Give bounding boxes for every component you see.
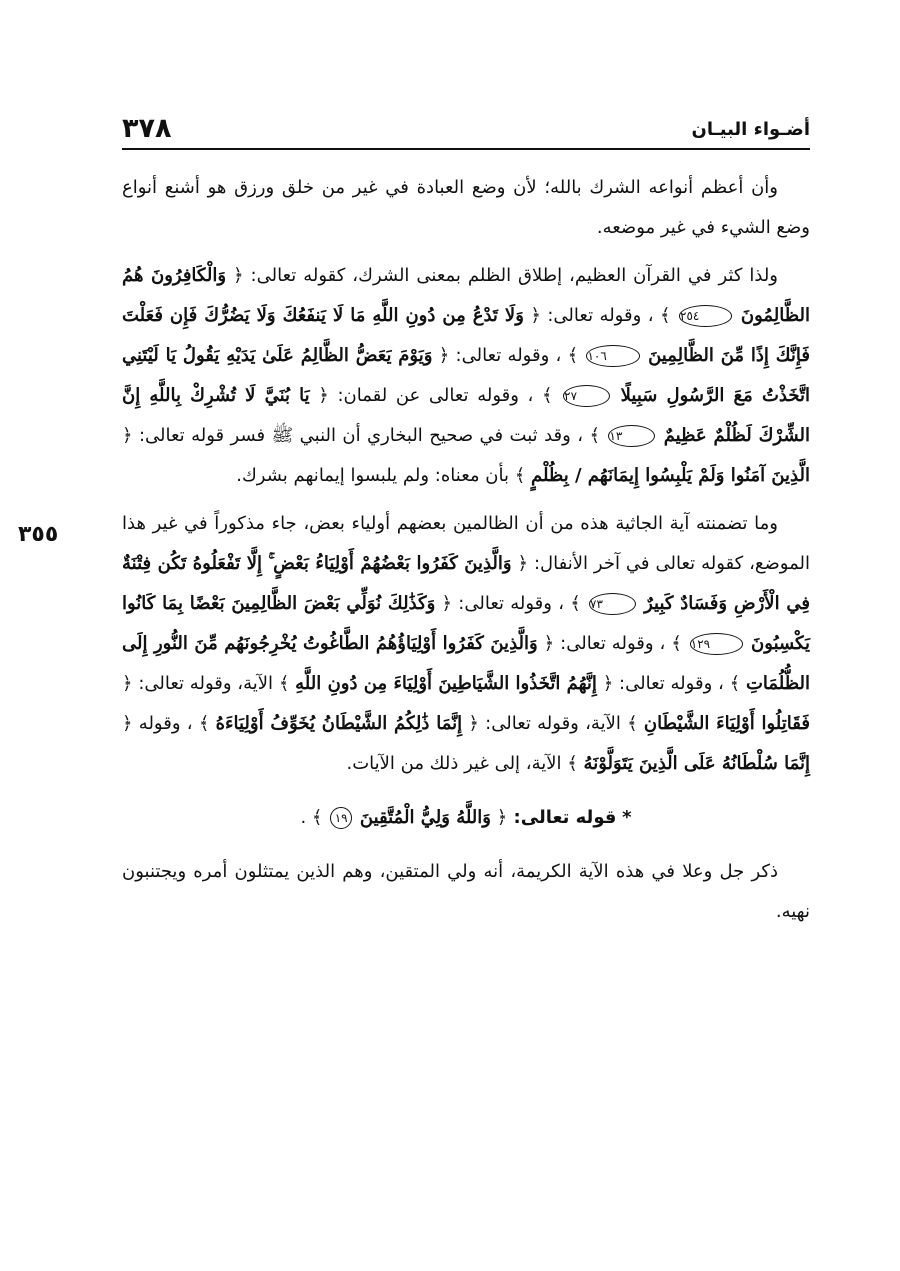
quran-close-bracket: ﴾	[311, 807, 323, 828]
quran-open-bracket: ﴿	[122, 425, 133, 446]
text-segment: ، وقوله تعالى:	[449, 345, 562, 366]
quran-open-bracket: ﴿	[517, 553, 529, 574]
text-segment: ، وقوله تعالى:	[613, 673, 724, 694]
quran-close-bracket: ﴾	[660, 305, 671, 326]
paragraph-4: ذكر جل وعلا في هذه الآية الكريمة، أنه ولي المتقين، وهم الذين يمتثلون أمره ويجتنبون نهيه.	[122, 861, 810, 922]
quran-verse: الَّذِينَ آمَنُوا وَلَمْ يَلْبِسُوا إِيمَانَهُم / بِظُلْمٍ	[530, 465, 810, 486]
quran-verse: يَا بُنَيَّ لَا تُشْرِكْ بِاللَّهِ إِنَّ الشِّرْكَ لَظُلْمٌ عَظِيمٌ	[122, 385, 810, 446]
quran-verse: وَالَّذِينَ كَفَرُوا أَوْلِيَاؤُهُمُ الطَّاغُوتُ يُخْرِجُونَهُم مِّنَ النُّورِ إِلَى الظُّلُمَاتِ	[122, 633, 810, 694]
text-segment: ، وقد ثبت في صحيح البخاري أن النبي ﷺ فسر قوله تعالى:	[132, 425, 584, 446]
quran-close-bracket: ﴾	[589, 425, 600, 446]
quran-open-bracket: ﴿	[122, 713, 133, 734]
quran-open-bracket: ﴿	[496, 807, 508, 828]
quran-verse: إِنَّهُمُ اتَّخَذُوا الشَّيَاطِينَ أَوْلِيَاءَ مِن دُونِ اللَّهِ	[295, 673, 597, 694]
margin-page-reference: ٣٥٥	[18, 522, 59, 547]
quran-close-bracket: ﴾	[541, 385, 553, 406]
text-segment: الآية، وقوله تعالى:	[478, 713, 621, 734]
quran-close-bracket: ﴾	[514, 465, 526, 486]
quran-open-bracket: ﴿	[530, 305, 541, 326]
page-number: ٣٧٨	[122, 113, 172, 144]
ayah-number: ٢٥٤	[679, 305, 732, 327]
quran-verse: وَكَذَٰلِكَ نُوَلِّي بَعْضَ الظَّالِمِينَ بَعْضًا بِمَا كَانُوا يَكْسِبُونَ	[122, 593, 811, 654]
quran-verse: فَقَاتِلُوا أَوْلِيَاءَ الشَّيْطَانِ	[643, 713, 810, 734]
quran-open-bracket: ﴿	[438, 345, 450, 366]
heading-end: .	[300, 807, 307, 828]
quran-close-bracket: ﴾	[278, 673, 290, 694]
quran-verse: إِنَّمَا ذَٰلِكُمُ الشَّيْطَانُ يُخَوِّفُ أَوْلِيَاءَهُ	[215, 713, 463, 734]
header-rule	[122, 148, 810, 150]
ayah-number: ٢٧	[563, 385, 610, 407]
ayah-number: ٧٣	[589, 593, 636, 615]
quran-open-bracket: ﴿	[122, 673, 133, 694]
text-segment: ، وقوله تعالى:	[540, 305, 654, 326]
quran-verse: وَاللَّهُ وَلِيُّ الْمُتَّقِينَ	[359, 807, 491, 828]
quran-close-bracket: ﴾	[570, 593, 581, 614]
text-segment: ، وقوله تعالى:	[554, 633, 666, 654]
quran-close-bracket: ﴾	[729, 673, 741, 694]
quran-verse: وَالَّذِينَ كَفَرُوا بَعْضُهُمْ أَوْلِيَاءُ بَعْضٍ ۚ إِلَّا تَفْعَلُوهُ تَكُن فِتْنَةٌ فِي الْأَرْضِ وَفَسَادٌ كَبِيرٌ	[122, 553, 810, 614]
paragraph-3	[122, 504, 810, 784]
quran-open-bracket: ﴿	[441, 593, 453, 614]
text-segment: ، وقوله تعالى عن لقمان:	[328, 385, 534, 406]
quran-close-bracket: ﴾	[627, 713, 638, 734]
heading-star: *	[622, 807, 632, 828]
text-segment: ، وقوله	[132, 713, 193, 734]
quran-close-bracket: ﴾	[671, 633, 682, 654]
ayah-number: ١٢٩	[690, 633, 743, 655]
text-segment: الآية، وقوله تعالى:	[132, 673, 274, 694]
verse-heading	[122, 798, 810, 838]
text-segment: بأن معناه: ولم يلبسوا إيمانهم بشرك.	[236, 465, 509, 486]
text-segment: الآية، إلى غير ذلك من الآيات.	[346, 753, 562, 774]
page-body	[122, 168, 810, 940]
quran-open-bracket: ﴿	[233, 265, 244, 286]
ayah-number: ١٩	[330, 807, 352, 829]
quran-close-bracket: ﴾	[567, 345, 579, 366]
paragraph-2	[122, 256, 810, 496]
ayah-number: ١٣	[608, 425, 655, 447]
paragraph-1: وأن أعظم أنواعه الشرك بالله؛ لأن وضع العبادة في غير من خلق ورزق هو أشنع أنواع وضع الشيء في غير موضعه.	[122, 177, 810, 238]
quran-verse: إِنَّمَا سُلْطَانُهُ عَلَى الَّذِينَ يَتَوَلَّوْنَهُ	[583, 753, 810, 774]
quran-verse: وَلَا تَدْعُ مِن دُونِ اللَّهِ مَا لَا يَنفَعُكَ وَلَا يَضُرُّكَ فَإِن فَعَلْتَ فَإِنَّكَ إِذًا مِّنَ الظَّالِمِينَ	[122, 305, 810, 366]
quran-close-bracket: ﴾	[567, 753, 578, 774]
text-segment: ولذا كثر في القرآن العظيم، إطلاق الظلم بمعنى الشرك، كقوله تعالى:	[243, 265, 778, 286]
quran-open-bracket: ﴿	[468, 713, 479, 734]
quran-open-bracket: ﴿	[602, 673, 614, 694]
ayah-number: ١٠٦	[586, 345, 639, 367]
quran-verse: وَالْكَافِرُونَ هُمُ الظَّالِمُونَ	[122, 265, 810, 326]
quran-close-bracket: ﴾	[198, 713, 210, 734]
page-header	[122, 112, 810, 152]
text-segment: وما تضمنته آية الجاثية هذه من أن الظالمين بعضهم أولياء بعض، جاء مذكوراً في غير هذا الموضع، كقوله تعالى في آخر الأنفال:	[122, 513, 810, 574]
text-segment: ، وقوله تعالى:	[452, 593, 565, 614]
running-title: أضـواء البيـان	[691, 119, 810, 140]
heading-label: قوله تعالى:	[507, 807, 617, 828]
quran-open-bracket: ﴿	[543, 633, 555, 654]
quran-verse: وَيَوْمَ يَعَضُّ الظَّالِمُ عَلَىٰ يَدَيْهِ يَقُولُ يَا لَيْتَنِي اتَّخَذْتُ مَعَ الرَّسُولِ سَبِيلًا	[122, 345, 810, 406]
quran-open-bracket: ﴿	[318, 385, 329, 406]
